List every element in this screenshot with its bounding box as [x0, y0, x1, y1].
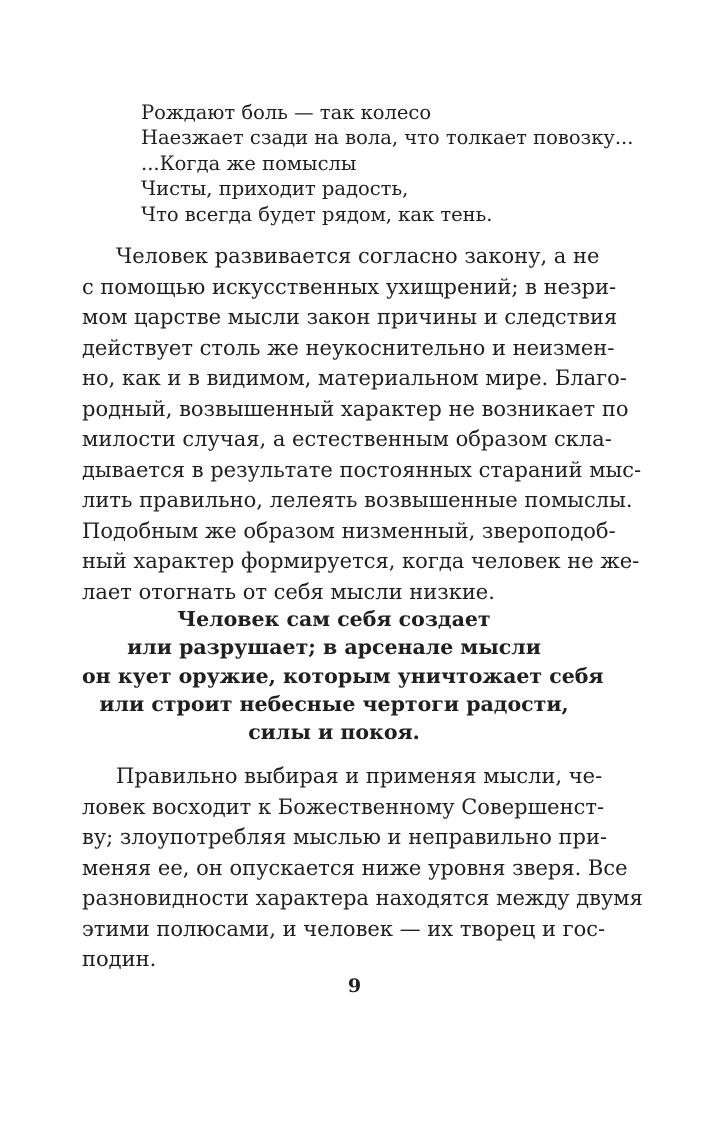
- paragraph-line: лить правильно, лелеять возвышенные помыслы.: [82, 488, 633, 512]
- poem-line: ...Когда же помыслы: [141, 151, 357, 175]
- page-number: 9: [347, 975, 362, 997]
- paragraph-line: меняя ее, он опускается ниже уровня зверя. Все: [82, 855, 628, 880]
- quote-line: он кует оружие, которым уничтожает себя: [82, 663, 604, 688]
- paragraph-line: Человек развивается согласно закону, а не: [116, 244, 600, 268]
- paragraph-line: дывается в результате постоянных стараний мыс-: [82, 457, 642, 482]
- bold-quote: [82, 605, 604, 746]
- paragraph-line: действует столь же неукоснительно и неизмен-: [82, 335, 615, 360]
- quote-line: или разрушает; в арсенале мысли: [127, 635, 541, 660]
- paragraph-line: Подобным же образом низменный, звероподоб-: [82, 518, 616, 543]
- paragraph-line: с помощью искусственных ухищрений; в незри-: [82, 274, 617, 299]
- paragraph-line: разновидности характера находятся между двумя: [82, 886, 643, 910]
- paragraph-line: этими полюсами, и человек — их творец и гос-: [82, 916, 606, 941]
- quote-line: Человек сам себя создает: [177, 607, 491, 631]
- paragraph-2: [82, 761, 643, 975]
- paragraph-line: родный, возвышенный характер не возникает по: [82, 396, 629, 421]
- paragraph-line: Правильно выбирая и применяя мысли, че-: [116, 764, 603, 788]
- poem-line: Наезжает сзади на вола, что толкает повозку...: [141, 126, 634, 150]
- paragraph-line: ный характер формируется, когда человек не же-: [82, 549, 640, 573]
- paragraph-line: мом царстве мысли закон причины и следствия: [82, 305, 618, 329]
- poem-line: Чисты, приходит радость,: [141, 177, 409, 201]
- paragraph-line: но, как и в видимом, материальном мире. Благо-: [82, 366, 627, 390]
- paragraph-1: [82, 241, 642, 607]
- paragraph-line: лает отогнать от себя мысли низкие.: [82, 579, 495, 604]
- paragraph-line: подин.: [82, 947, 157, 971]
- paragraph-line: ву; злоупотребляя мыслью и неправильно при-: [82, 825, 608, 849]
- poem-line: Рождают боль — так колесо: [141, 101, 432, 124]
- quote-line: силы и покоя.: [248, 720, 420, 745]
- quote-line: или строит небесные чертоги радости,: [99, 691, 569, 716]
- paragraph-line: милости случая, а естественным образом скла-: [82, 427, 612, 451]
- poem-epigraph: [141, 100, 634, 227]
- paragraph-line: ловек восходит к Божественному Совершенст-: [82, 794, 605, 819]
- poem-line: Что всегда будет рядом, как тень.: [141, 202, 493, 226]
